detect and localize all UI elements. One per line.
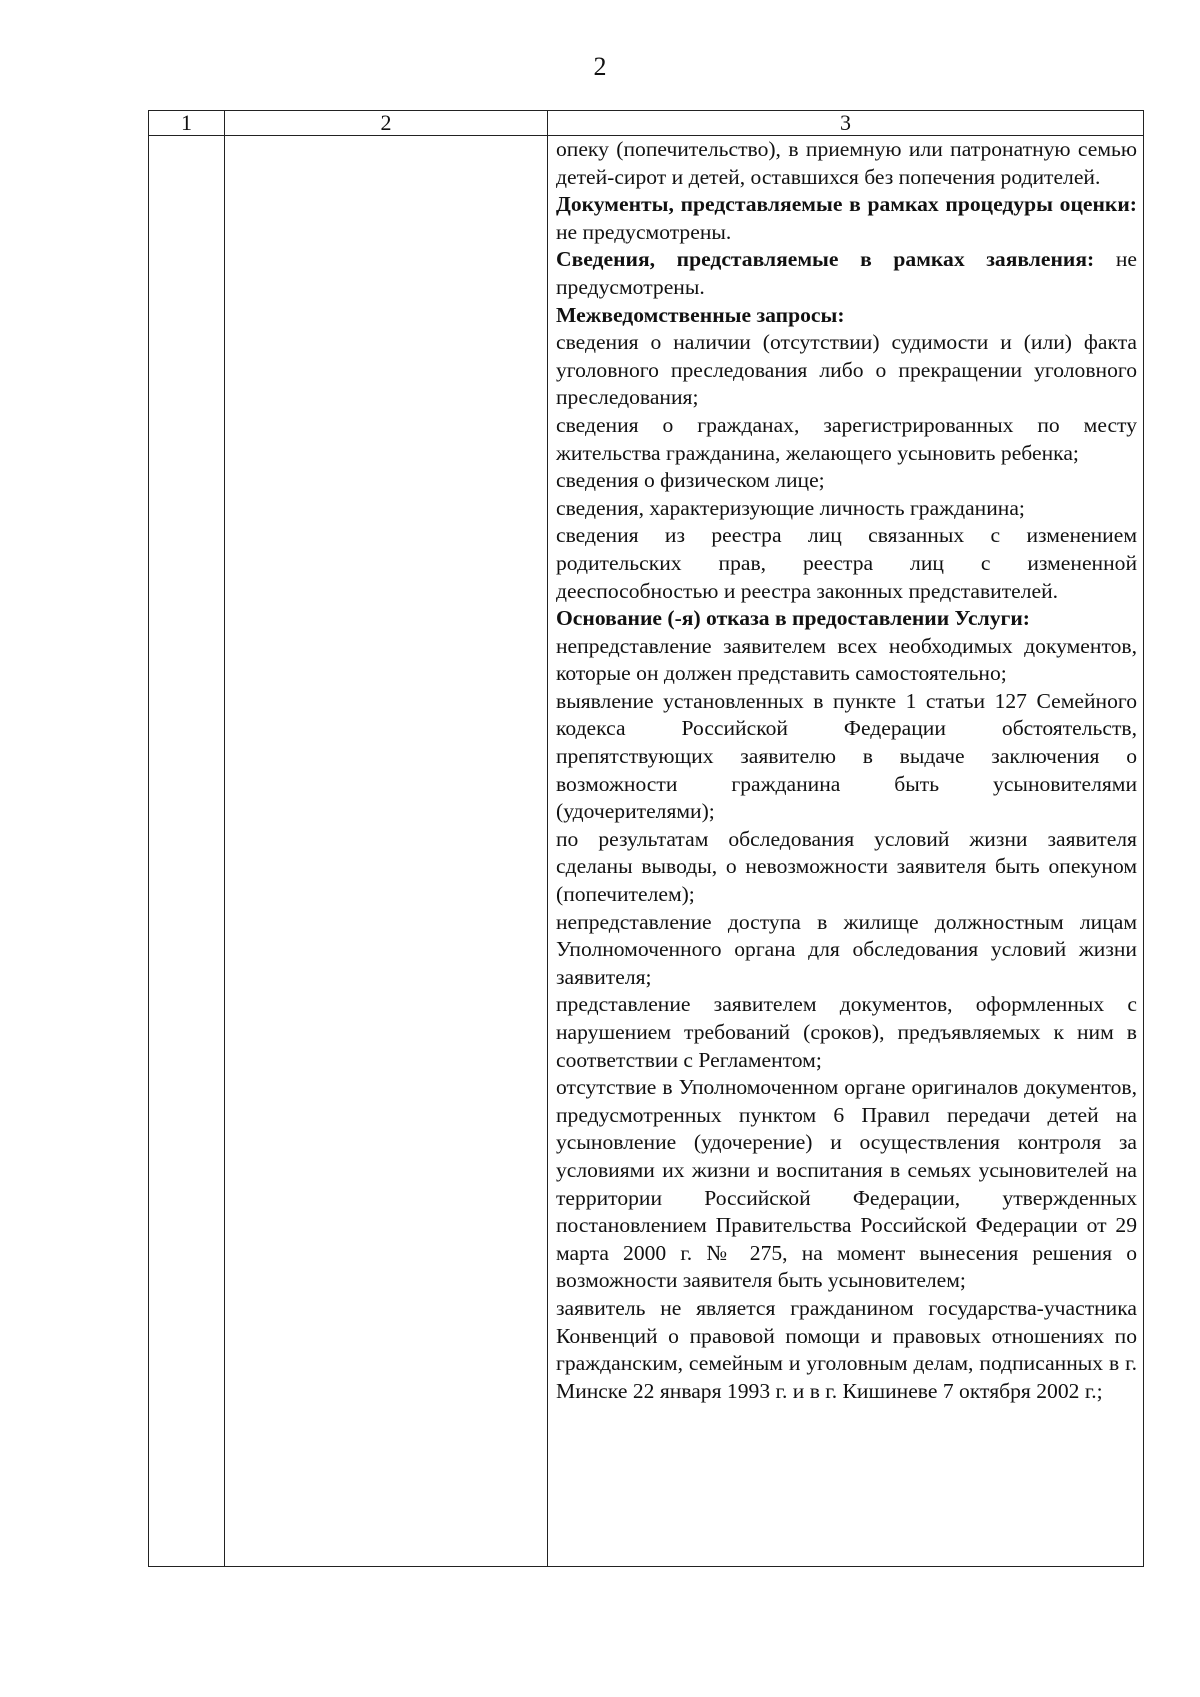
column-header-3: 3 [548, 111, 1144, 136]
list-item: сведения о наличии (отсутствии) судимости и (или) факта уголовного преследования либо о прекращении уголовного преследования; [556, 330, 1137, 410]
list-item: непредставление доступа в жилище должностным лицам Уполномоченного органа для обследования условий жизни заявителя; [556, 909, 1137, 989]
column-1-cell [149, 136, 225, 1567]
page-number: 2 [593, 52, 607, 81]
column-2-cell [225, 136, 548, 1567]
column-header-1: 1 [149, 111, 225, 136]
list-item: заявитель не является гражданином государства-участника Конвенций о правовой помощи и правовых отношениях по гражданским, семейным и уголовным делам, подписанных в г. Минске 22 января 1993 г. и в г. Кишиневе 7 октября 2002 г.; [556, 1295, 1137, 1403]
column-3-text [548, 136, 1143, 1405]
column-header-2: 2 [225, 111, 548, 136]
list-item: по результатам обследования условий жизни заявителя сделаны выводы, о невозможности заявителя быть опекуном (попечителем); [556, 826, 1137, 907]
interagency-requests-heading-text: Межведомственные запросы: [556, 302, 845, 327]
assessment-documents-paragraph [556, 191, 1137, 246]
guardianship-paragraph: опеку (попечительство), в приемную или патронатную семью детей-сирот и детей, оставшихся без попечения родителей. [556, 137, 1137, 189]
refusal-grounds-heading-text: Основание (-я) отказа в предоставлении Услуги: [556, 606, 1030, 631]
list-item: выявление установленных в пункте 1 статьи 127 Семейного кодекса Российской Федерации обстоятельств, препятствующих заявителю в выдаче заключения о возможности гражданина быть усыновителями (удочерителями); [556, 688, 1137, 824]
list-item: сведения, характеризующие личность гражданина; [556, 495, 1025, 520]
regulation-table [148, 110, 1144, 1567]
list-item: сведения о гражданах, зарегистрированных по месту жительства гражданина, желающего усыновить ребенка; [556, 412, 1137, 465]
list-item: сведения о физическом лице; [556, 468, 825, 493]
application-info-value: не предусмотрены. [556, 247, 1137, 299]
assessment-documents-value: не предусмотрены. [556, 219, 732, 244]
table-row [149, 136, 1144, 1567]
list-item: отсутствие в Уполномоченном органе оригиналов документов, предусмотренных пунктом 6 Правил передачи детей на усыновление (удочерение) и осуществления контроля за условиями их жизни и воспитания в семьях усыновителей на территории Российской Федерации, утвержденных постановлением Правительства Российской Федерации от 29 марта 2000 г. № 275, на момент вынесения решения о возможности заявителя быть усыновителем; [556, 1075, 1137, 1293]
assessment-documents-heading: Документы, представляемые в рамках процедуры оценки: [556, 192, 1137, 217]
list-item: представление заявителем документов, оформленных с нарушением требований (сроков), предъявляемых к ним в соответствии с Регламентом; [556, 992, 1137, 1072]
list-item: непредставление заявителем всех необходимых документов, которые он должен представить самостоятельно; [556, 633, 1137, 686]
application-info-paragraph [556, 246, 1137, 301]
table-header-row [149, 111, 1144, 136]
interagency-requests-heading [556, 302, 1137, 330]
list-item: сведения из реестра лиц связанных с изменением родительских прав, реестра лиц с измененной дееспособностью и реестра законных представителей. [556, 523, 1137, 603]
refusal-grounds-heading [556, 605, 1137, 633]
column-3-cell [548, 136, 1144, 1567]
application-info-heading: Сведения, представляемые в рамках заявления: [556, 247, 1095, 272]
